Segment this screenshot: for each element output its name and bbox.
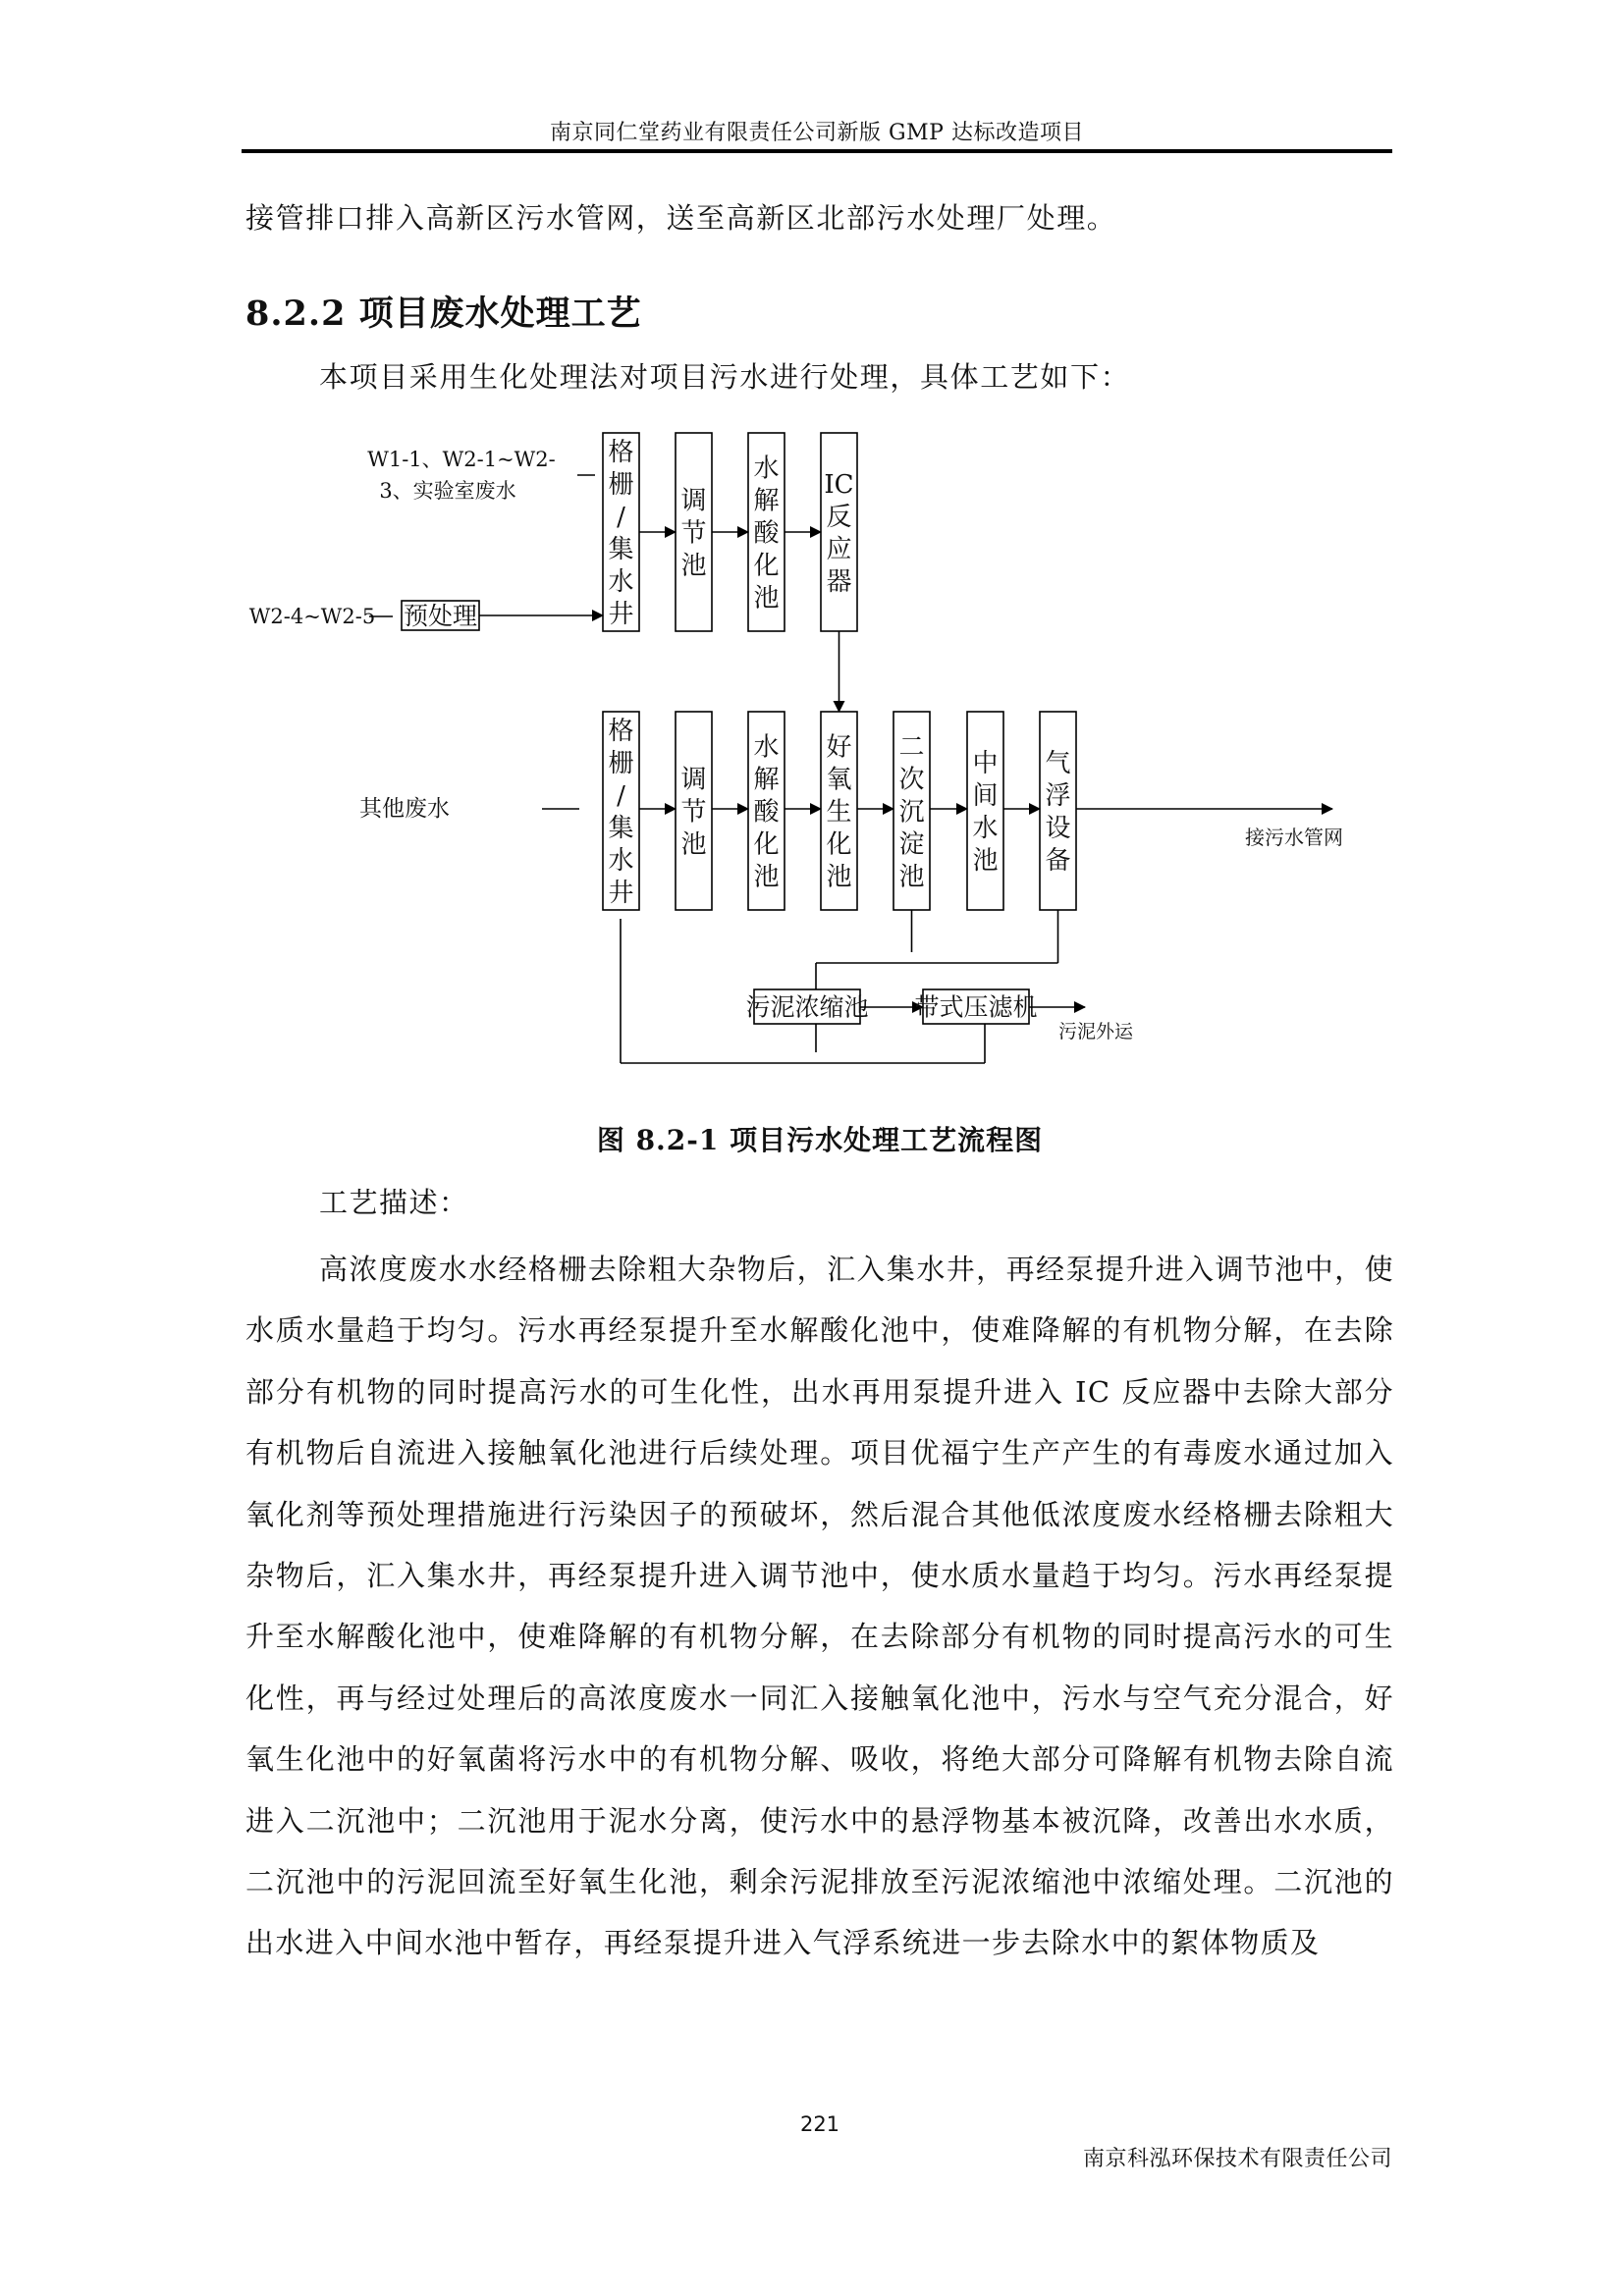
row1-box-3-label: 水解酸化池 — [753, 454, 780, 614]
row2-box-7 — [1040, 712, 1076, 910]
row2-box-6 — [967, 712, 1003, 910]
section-heading: 8.2.2 项目废水处理工艺 — [245, 294, 642, 334]
running-header-title: 南京同仁堂药业有限责任公司新版 GMP 达标改造项目 — [550, 121, 1084, 145]
process-description-paragraph: 高浓度废水水经格栅去除粗大杂物后，汇入集水井，再经泵提升进入调节池中，使水质水量趋于均匀。污水再经泵提升至水解酸化池中，使难降解的有机物分解，在去除部分有机物的同时提高污水的可生化性，出水再用泵提升进入 IC 反应器中去除大部分有机物后自流进入接触氧化池进行后续处理。项目优福宁生产产生的有毒废水通过加入氧化剂等预处理措施进行污染因子的预破坏，然后混合其他低浓度废水经格栅去除粗大杂物后，汇入集水井，再经泵提升进入调节池中，使水质水量趋于均匀。污水再经泵提升至水解酸化池中，使难降解的有机物分解，在去除部分有机物的同时提高污水的可生化性，再与经过处理后的高浓度废水一同汇入接触氧化池中，污水与空气充分混合，好氧生化池中的好氧菌将污水中的有机物分解、吸收，将绝大部分可降解有机物去除自流进入二沉池中；二沉池用于泥水分离，使污水中的悬浮物基本被沉降，改善出水水质，二沉池中的污泥回流至好氧生化池，剩余污泥排放至污泥浓缩池中浓缩处理。二沉池的出水进入中间水池中暂存，再经泵提升进入气浮系统进一步去除水中的絮体物质及 — [245, 1253, 1394, 1960]
input-label-other: 其他废水 — [359, 796, 450, 822]
input-label-w1-line1: W1-1、W2-1~W2- — [367, 448, 556, 471]
input-label-w1-line2: 3、实验室废水 — [379, 479, 516, 503]
sludge-thickener-box-label: 污泥浓缩池 — [745, 992, 869, 1022]
section-intro: 本项目采用生化处理法对项目污水进行处理，具体工艺如下： — [319, 360, 1131, 394]
row2-box-2-label: 调节池 — [680, 765, 707, 860]
row1-box-4 — [821, 433, 857, 631]
description-label: 工艺描述： — [319, 1186, 469, 1219]
row2-box-4-label: 好氧生化池 — [826, 732, 852, 892]
row2-box-1-label: 格栅/集水井 — [608, 717, 634, 908]
input-label-w2: W2-4~W2-5 — [248, 605, 376, 628]
page-number: 221 — [799, 2112, 840, 2136]
row2-box-5-label: 二次沉淀池 — [898, 732, 925, 892]
process-flow-diagram — [245, 422, 1394, 1090]
row2-box-3-label: 水解酸化池 — [753, 732, 780, 892]
filter-press-box-label: 带式压滤机 — [914, 992, 1038, 1022]
footer-company: 南京科泓环保技术有限责任公司 — [1082, 2147, 1392, 2171]
row1-box-1-label: 格栅/集水井 — [608, 438, 634, 629]
outlet-label: 接污水管网 — [1245, 826, 1343, 849]
row1-box-4-label: IC 反应器 — [824, 470, 854, 597]
figure-caption: 图 8.2-1 项目污水处理工艺流程图 — [596, 1124, 1044, 1156]
header-rule — [242, 149, 1392, 153]
lead-paragraph-line: 接管排口排入高新区污水管网，送至高新区北部污水处理厂处理。 — [245, 201, 1117, 235]
row2-box-6-label: 中间水池 — [972, 749, 999, 876]
row1-box-2-label: 调节池 — [680, 486, 707, 581]
pretreatment-box-label: 预处理 — [403, 602, 478, 630]
sludge-out-label: 污泥外运 — [1058, 1021, 1134, 1042]
row2-box-7-label: 气浮设备 — [1045, 749, 1071, 876]
